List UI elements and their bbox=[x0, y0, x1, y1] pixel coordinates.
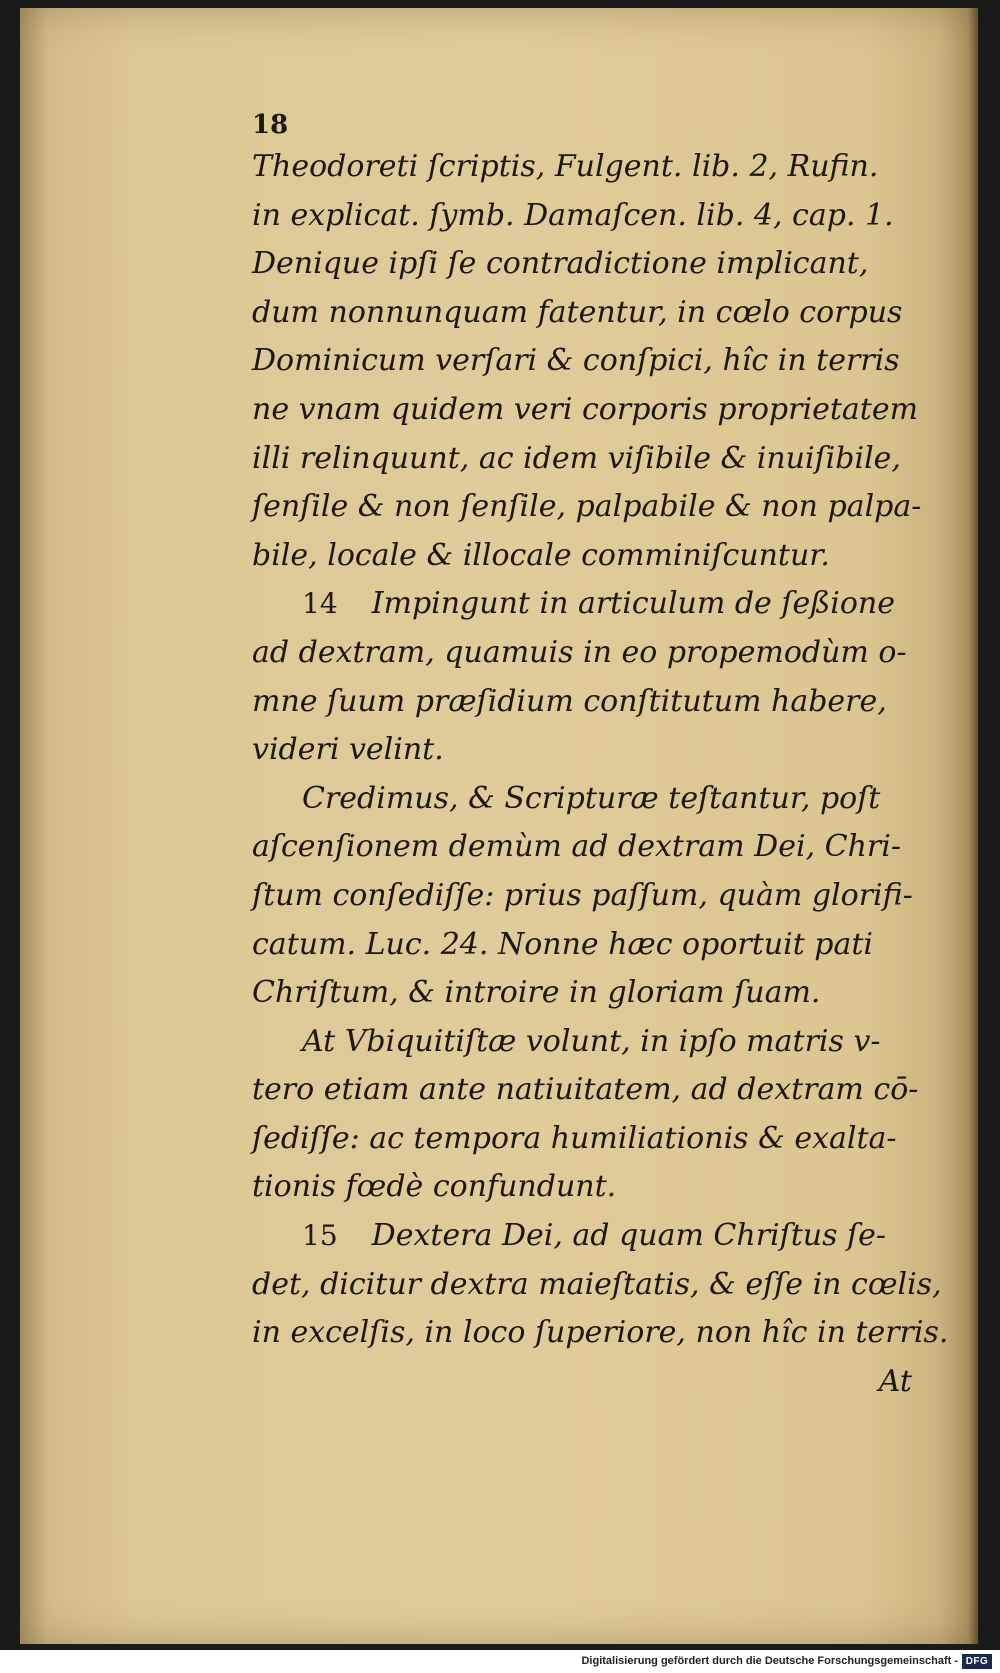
text-line: illi relinquunt, ac idem viſibile & inuiſibile, bbox=[252, 440, 901, 476]
text-line: Denique ipſi ſe contradictione implicant, bbox=[252, 246, 869, 282]
text-line: ſediſſe: ac tempora humiliationis & exalta- bbox=[252, 1120, 897, 1156]
text-line: in explicat. ſymb. Damaſcen. lib. 4, cap. 1. bbox=[252, 197, 894, 233]
text-line: ſtum conſediſſe: prius paſſum, quàm glorifi- bbox=[252, 877, 913, 913]
text-line: aſcenſionem demùm ad dextram Dei, Chri- bbox=[252, 829, 901, 865]
paragraph-14-first-line bbox=[252, 580, 952, 629]
text-line: At Vbiquitiſtæ volunt, in ipſo matris v- bbox=[302, 1023, 881, 1059]
text-line: Dextera Dei, ad quam Chriſtus ſe- bbox=[371, 1218, 887, 1254]
text-line: bile, locale & illocale comminiſcuntur. bbox=[252, 537, 830, 573]
page-number: 18 bbox=[252, 110, 289, 140]
text-line: Dominicum verſari & conſpici, hîc in terris bbox=[252, 343, 900, 379]
digitization-footer bbox=[0, 1652, 1000, 1673]
text-line: tero etiam ante natiuitatem, ad dextram cō- bbox=[252, 1072, 919, 1108]
text-line: videri velint. bbox=[252, 732, 444, 768]
catchword: At bbox=[878, 1363, 912, 1399]
text-line: Theodoreti ſcriptis, Fulgent. lib. 2, Rufin. bbox=[252, 149, 879, 184]
text-line: mne ſuum præſidium conſtitutum habere, bbox=[252, 683, 887, 719]
footer-credit-text: Digitalisierung gefördert durch die Deutsche Forschungsgemeinschaft - bbox=[581, 1655, 958, 1667]
page-edge-shadow bbox=[968, 8, 978, 1644]
dfg-logo: DFG bbox=[962, 1654, 992, 1669]
text-line: ſenſile & non ſenſile, palpabile & non palpa- bbox=[252, 489, 922, 525]
text-line: ne vnam quidem veri corporis proprietatem bbox=[252, 391, 919, 427]
paragraph-number: 15 bbox=[302, 1219, 338, 1253]
text-line: Chriſtum, & introire in gloriam ſuam. bbox=[252, 975, 821, 1011]
text-line: dum nonnunquam fatentur, in cœlo corpus bbox=[252, 294, 903, 330]
paragraph-number: 14 bbox=[302, 587, 338, 621]
page-text bbox=[252, 143, 952, 1406]
text-line: tionis fœdè confundunt. bbox=[252, 1169, 617, 1205]
text-line: catum. Luc. 24. Nonne hæc oportuit pati bbox=[252, 926, 874, 962]
text-line: Impingunt in articulum de ſeßione bbox=[371, 586, 895, 622]
paragraph-15-first-line bbox=[252, 1212, 952, 1261]
text-line: det, dicitur dextra maieſtatis, & eſſe in cœlis, bbox=[252, 1266, 942, 1302]
text-line: in excelſis, in loco ſuperiore, non hîc in terris. bbox=[252, 1315, 949, 1351]
text-line: ad dextram, quamuis in eo propemodùm o- bbox=[252, 634, 907, 670]
text-line: Credimus, & Scripturæ teſtantur, poſt bbox=[302, 780, 881, 816]
